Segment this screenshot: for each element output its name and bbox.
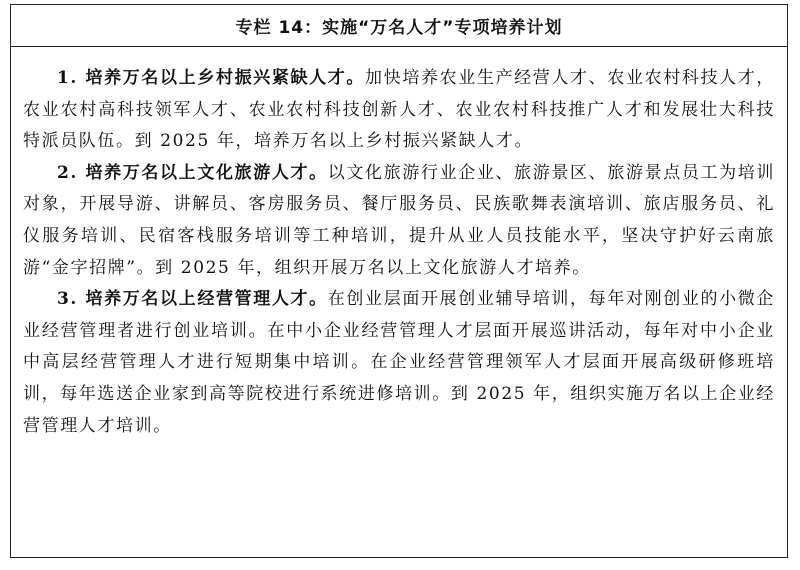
paragraph-body: 以文化旅游行业企业、旅游景区、旅游景点员工为培训对象，开展导游、讲解员、客房服务员、餐厅服务员、民族歌舞表演培训、旅店服务员、礼仪服务培训、民宿客栈服务培训等工种培训，提升从业人员技能水平，坚决守护好云南旅游“金字招牌”。到 2025 年，组织开展万名以上文化旅游人才培养。	[23, 162, 776, 278]
paragraph-tourism-talent	[23, 158, 775, 284]
paragraph-body: 在创业层面开展创业辅导培训，每年对刚创业的小微企业经营管理者进行创业培训。在中小企业经营管理人才层面开展巡讲活动，每年对中小企业中高层经营管理人才进行短期集中培训。在企业经营管理领军人才层面开展高级研修班培训，每年选送企业家到高等院校进行系统进修培训。到 2025 年，组织实施万名以上企业经营管理人才培训。	[23, 289, 776, 436]
paragraph-lead: 1. 培养万名以上乡村振兴紧缺人才。	[57, 68, 366, 88]
paragraph-lead: 2. 培养万名以上文化旅游人才。	[57, 162, 328, 183]
paragraph-rural-talent	[23, 63, 775, 158]
paragraph-management-talent	[23, 284, 775, 442]
column-title: 专栏 14：实施“万名人才”专项培养计划	[11, 5, 787, 47]
paragraph-body: 加快培养农业生产经营人才、农业农村科技人才，农业农村高科技领军人才、农业农村科技创新人才、农业农村科技推广人才和发展壮大科技特派员队伍。到 2025 年，培养万名以上乡村振兴紧缺人才。	[23, 68, 775, 152]
paragraph-lead: 3. 培养万名以上经营管理人才。	[57, 289, 328, 310]
column-content	[11, 47, 787, 442]
column-box	[10, 4, 788, 558]
